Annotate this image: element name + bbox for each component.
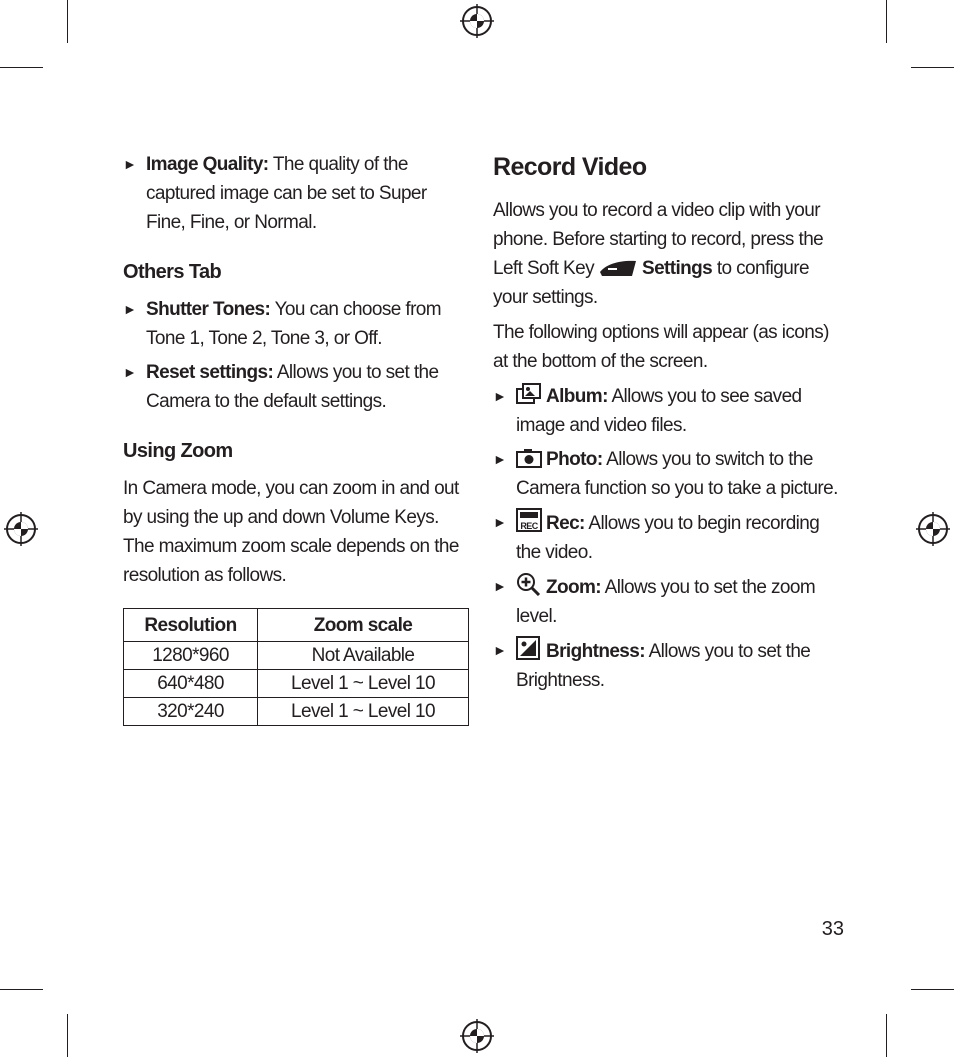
registration-mark-icon	[916, 512, 950, 546]
bullet-arrow-icon: ►	[493, 388, 507, 404]
intro-settings-label: Settings	[642, 258, 713, 279]
reset-settings-item	[123, 358, 468, 416]
table-cell: 320*240	[124, 698, 258, 726]
table-cell: Level 1 ~ Level 10	[258, 670, 469, 698]
table-cell: Not Available	[258, 642, 469, 670]
brightness-icon	[516, 636, 542, 660]
album-text: Allows you to see saved image and video files.	[516, 386, 802, 436]
crop-mark	[0, 67, 43, 68]
registration-mark-icon	[460, 1019, 494, 1053]
rec-icon	[516, 508, 542, 532]
zoom-label: Zoom:	[546, 577, 602, 598]
image-quality-label: Image Quality:	[146, 154, 269, 175]
table-cell: Level 1 ~ Level 10	[258, 698, 469, 726]
image-quality-text: The quality of the captured image can be set to Super Fine, Fine, or Normal.	[146, 154, 427, 233]
rec-icon-text: REC	[520, 521, 538, 531]
using-zoom-heading: Using Zoom	[123, 440, 233, 462]
bullet-arrow-icon: ►	[493, 514, 507, 530]
crop-mark	[911, 989, 954, 990]
crop-mark	[0, 989, 43, 990]
rec-item	[493, 508, 838, 567]
bullet-arrow-icon: ►	[123, 156, 137, 172]
registration-mark-icon	[460, 4, 494, 38]
photo-text: Allows you to switch to the Camera function so you to take a picture.	[516, 449, 838, 499]
intro-text-part1: Allows you to record a video clip with your phone. Before starting to record, press the Left Soft Key	[493, 200, 824, 279]
page-number: 33	[821, 918, 844, 940]
zoom-paragraph: In Camera mode, you can zoom in and out by using the up and down Volume Keys. The maximum zoom scale depends on the resolution as follows.	[123, 478, 459, 586]
table-header-resolution: Resolution	[124, 609, 258, 642]
crop-mark	[886, 0, 887, 43]
image-quality-item	[123, 150, 468, 237]
reset-settings-label: Reset settings:	[146, 362, 274, 383]
shutter-tones-text: You can choose from Tone 1, Tone 2, Tone 3, or Off.	[146, 299, 441, 349]
album-label: Album:	[546, 386, 608, 407]
options-paragraph: The following options will appear (as icons) at the bottom of the screen.	[493, 322, 829, 372]
brightness-text: Allows you to set the Brightness.	[516, 641, 811, 691]
table-row	[124, 698, 469, 726]
brightness-label: Brightness:	[546, 641, 645, 662]
table-header-zoom-scale: Zoom scale	[258, 609, 469, 642]
crop-mark	[67, 0, 68, 43]
photo-label: Photo:	[546, 449, 603, 470]
record-video-heading: Record Video	[493, 153, 647, 181]
bullet-arrow-icon: ►	[493, 578, 507, 594]
photo-item	[493, 445, 838, 503]
shutter-tones-item	[123, 295, 468, 353]
registration-mark-icon	[4, 512, 38, 546]
zoom-item	[493, 572, 838, 631]
others-tab-heading: Others Tab	[123, 261, 222, 283]
record-video-intro	[493, 196, 838, 312]
bullet-arrow-icon: ►	[493, 451, 507, 467]
rec-text: Allows you to begin recording the video.	[516, 513, 820, 563]
bullet-arrow-icon: ►	[493, 642, 507, 658]
shutter-tones-label: Shutter Tones:	[146, 299, 271, 320]
rec-label: Rec:	[546, 513, 585, 534]
bullet-arrow-icon: ►	[123, 364, 137, 380]
crop-mark	[886, 1014, 887, 1057]
left-column	[123, 150, 468, 726]
album-icon	[516, 383, 542, 405]
brightness-item	[493, 636, 838, 695]
table-header-row	[124, 609, 469, 642]
table-cell: 640*480	[124, 670, 258, 698]
crop-mark	[911, 67, 954, 68]
table-row	[124, 670, 469, 698]
table-row	[124, 642, 469, 670]
zoom-table	[123, 608, 469, 726]
bullet-arrow-icon: ►	[123, 301, 137, 317]
reset-settings-text: Allows you to set the Camera to the default settings.	[146, 362, 439, 412]
left-soft-key-icon	[598, 258, 638, 278]
album-item	[493, 382, 838, 440]
crop-mark	[67, 1014, 68, 1057]
zoom-text: Allows you to set the zoom level.	[516, 577, 816, 627]
table-cell: 1280*960	[124, 642, 258, 670]
right-column	[493, 150, 838, 700]
camera-icon	[516, 448, 542, 468]
zoom-icon	[516, 572, 542, 596]
intro-text-part2: to configure your settings.	[493, 258, 809, 308]
